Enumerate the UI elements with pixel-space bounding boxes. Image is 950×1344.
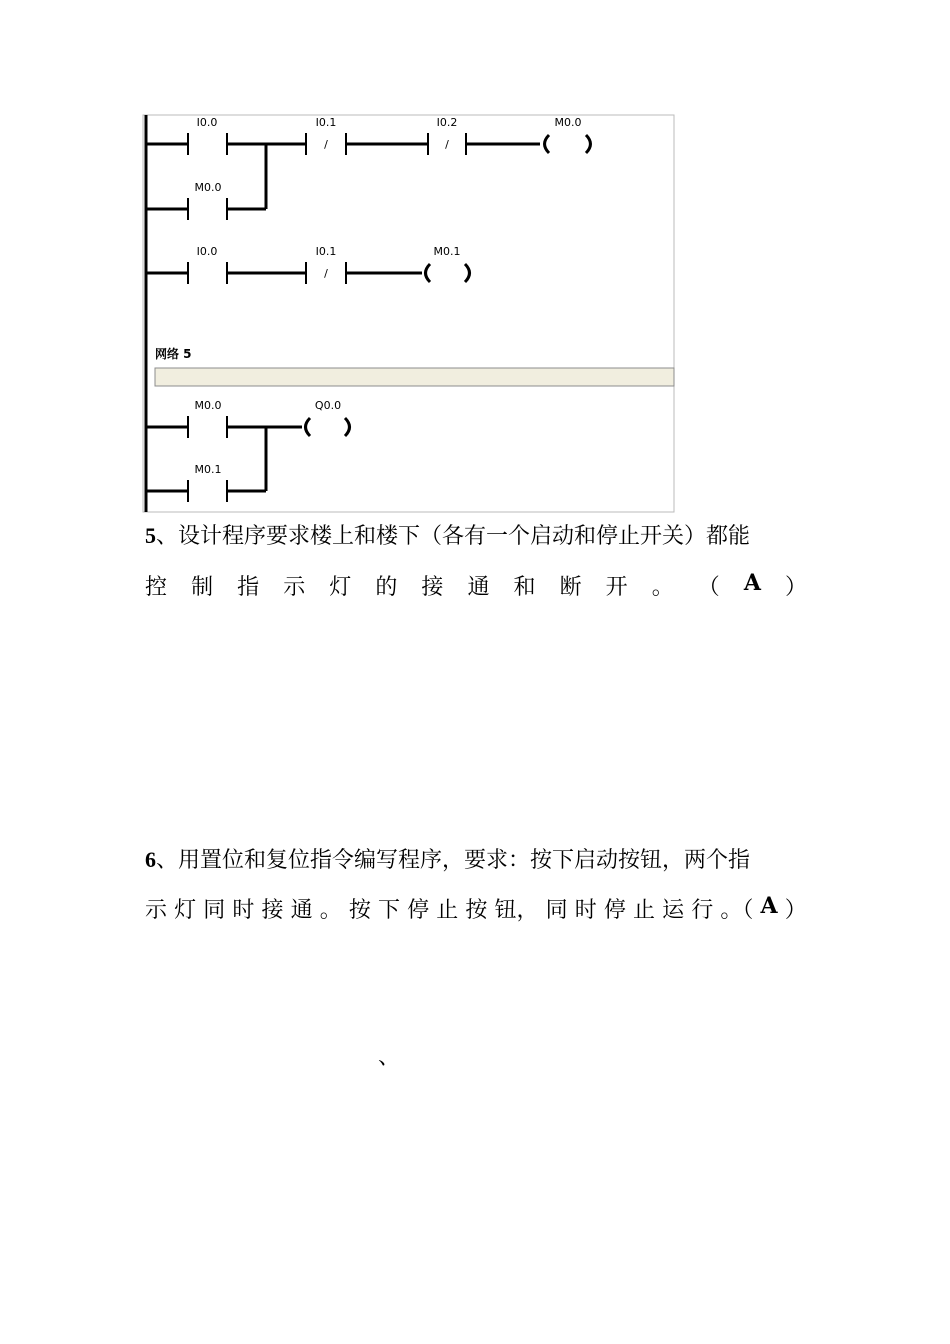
spread-char: 行 — [691, 898, 714, 923]
spread-char: 断 — [559, 575, 582, 600]
spread-char: A — [760, 893, 778, 919]
question-6-text: 、用置位和复位指令编写程序，要求：按下启动按钮，两个指 — [156, 848, 751, 873]
spread-char: 通 — [467, 575, 490, 600]
network-title: 网络 5 — [155, 347, 192, 361]
nc-slash: / — [445, 138, 449, 151]
spread-char: 同 — [545, 898, 568, 923]
spread-char: 。 — [319, 898, 342, 923]
question-5-text: 、设计程序要求楼上和楼下（各有一个启动和停止开关）都能 — [156, 524, 751, 549]
spread-char: 开 — [605, 575, 628, 600]
contact-label: I0.1 — [315, 245, 337, 258]
spread-char: 接 — [421, 575, 444, 600]
coil-label: M0.1 — [433, 245, 461, 258]
nc-slash: / — [324, 138, 328, 151]
spread-char: 运 — [662, 898, 685, 923]
contact-label: M0.0 — [194, 181, 222, 194]
spread-char: 示 — [145, 898, 168, 923]
contact-label: I0.1 — [315, 116, 337, 129]
spread-char: 。 — [651, 575, 674, 600]
spread-char: 。（ — [720, 898, 754, 923]
spread-char: 按 — [348, 898, 371, 923]
network-comment-field[interactable] — [155, 368, 674, 386]
spread-char: 钮， — [494, 898, 539, 923]
spread-char: 控 — [145, 575, 168, 600]
spread-char: 下 — [378, 898, 401, 923]
question-5-line-2 — [145, 570, 807, 601]
question-6-line-1 — [145, 843, 750, 874]
spread-char: 按 — [465, 898, 488, 923]
contact-label: I0.0 — [196, 245, 218, 258]
spread-char: 停 — [603, 898, 626, 923]
coil-label: M0.0 — [554, 116, 582, 129]
spread-char: 时 — [574, 898, 597, 923]
contact-label: I0.0 — [196, 116, 218, 129]
spread-char: 止 — [436, 898, 459, 923]
ladder-diagram — [0, 0, 950, 520]
coil-label: Q0.0 — [314, 399, 342, 412]
contact-label: M0.1 — [194, 463, 222, 476]
spread-char: 时 — [232, 898, 255, 923]
spread-char: 停 — [407, 898, 430, 923]
spread-char: 同 — [203, 898, 226, 923]
question-6-line-2 — [145, 893, 807, 924]
question-5-line-1 — [145, 519, 750, 550]
spread-char: ） — [784, 898, 807, 923]
editor-frame — [143, 115, 674, 512]
spread-char: 止 — [633, 898, 656, 923]
spread-char: 的 — [375, 575, 398, 600]
question-6-number: 6 — [145, 847, 156, 872]
spread-char: 接 — [261, 898, 284, 923]
spread-char: 灯 — [329, 575, 352, 600]
spread-char: 和 — [513, 575, 536, 600]
spread-char: 灯 — [174, 898, 197, 923]
spread-char: （ — [697, 575, 720, 600]
nc-slash: / — [324, 267, 328, 280]
question-5-number: 5 — [145, 523, 156, 548]
spread-char: 指 — [237, 575, 260, 600]
spread-char: 制 — [191, 575, 214, 600]
spread-char: 通 — [290, 898, 313, 923]
contact-label: M0.0 — [194, 399, 222, 412]
spread-char: 示 — [283, 575, 306, 600]
spread-char: A — [743, 570, 761, 596]
stray-mark: 、 — [378, 1045, 401, 1070]
network-header-bg — [144, 342, 673, 369]
contact-label: I0.2 — [436, 116, 458, 129]
spread-char: ） — [784, 575, 807, 600]
